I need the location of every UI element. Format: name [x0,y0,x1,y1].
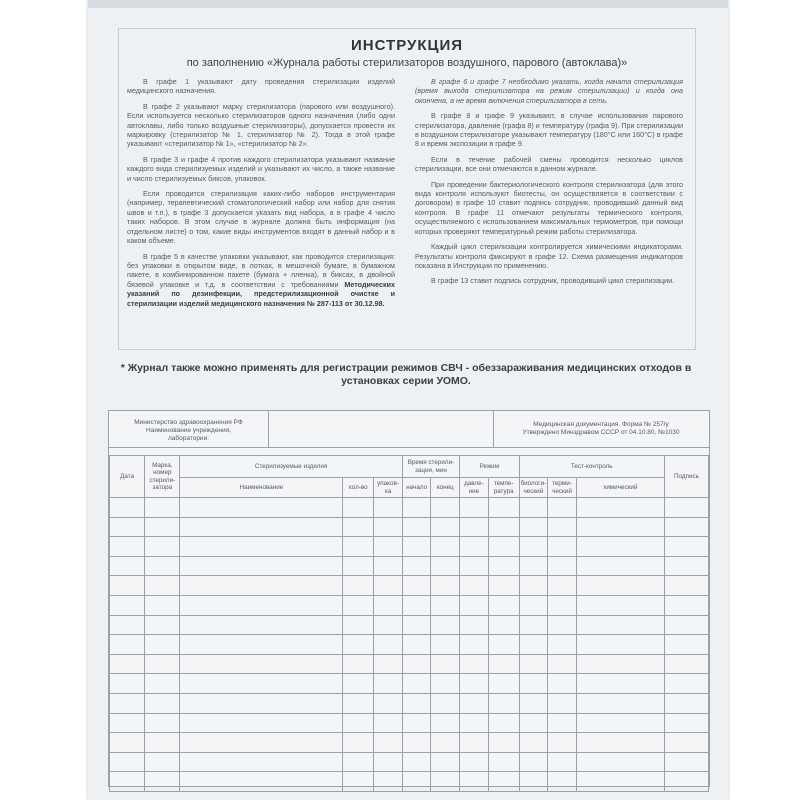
table-cell[interactable] [145,693,180,713]
column-chem: химический [576,478,664,498]
table-cell[interactable] [402,674,431,694]
table-cell[interactable] [110,537,145,557]
table-cell[interactable] [548,693,577,713]
table-cell[interactable] [664,733,708,753]
table-cell[interactable] [664,693,708,713]
table-cell[interactable] [402,615,431,635]
instruction-paragraph: В графе 2 указывают марку стерилизатора (парового или воздушного). Если используется несколько стерилизаторов одного назначения (либо одни автоклавы, либо только воздушные стерилизаторы), допускается провести их маркировку (стерилизатор № 1, стерилизатор № 2). Тогда в этой графе указывают «стерилизатор № 1», «стерилизатор № 2». [127,101,395,149]
table-cell[interactable] [576,713,664,733]
table-cell[interactable] [180,635,343,655]
table-cell[interactable] [145,733,180,753]
table-cell[interactable] [519,693,548,713]
table-cell[interactable] [110,615,145,635]
table-cell[interactable] [374,595,403,615]
table-row [110,693,709,713]
table-cell[interactable] [548,615,577,635]
table-cell[interactable] [576,693,664,713]
instruction-right-column [415,77,683,292]
column-qty: кол-во [343,478,374,498]
table-cell[interactable] [145,498,180,518]
column-temperature: темпе-ратура [488,478,519,498]
table-cell[interactable] [110,576,145,596]
table-cell[interactable] [145,635,180,655]
table-cell[interactable] [548,537,577,557]
table-cell[interactable] [664,576,708,596]
table-cell[interactable] [180,537,343,557]
table-cell[interactable] [548,772,577,792]
table-cell[interactable] [110,674,145,694]
table-cell[interactable] [343,498,374,518]
table-cell[interactable] [519,713,548,733]
approval-line: Утверждено Минздравом СССР от 04.10.80, №1030 [522,429,680,436]
table-cell[interactable] [374,674,403,694]
table-cell[interactable] [460,674,489,694]
table-cell[interactable] [664,556,708,576]
table-cell[interactable] [488,537,519,557]
footnote: * Журнал также можно применять для регистрации режимов СВЧ - обеззараживания медицинских отходов в установках серии УОМО. [120,362,692,387]
table-cell[interactable] [431,713,460,733]
table-cell[interactable] [145,713,180,733]
table-cell[interactable] [145,595,180,615]
table-cell[interactable] [374,576,403,596]
log-body [110,498,709,792]
table-cell[interactable] [488,654,519,674]
table-cell[interactable] [460,615,489,635]
column-sign: Подпись [664,456,708,498]
table-cell[interactable] [431,556,460,576]
table-cell[interactable] [343,537,374,557]
table-cell[interactable] [402,713,431,733]
table-row [110,498,709,518]
table-cell[interactable] [519,654,548,674]
table-cell[interactable] [180,674,343,694]
table-row [110,733,709,753]
table-cell[interactable] [402,517,431,537]
table-cell[interactable] [431,635,460,655]
table-cell[interactable] [343,693,374,713]
table-cell[interactable] [519,537,548,557]
table-cell[interactable] [460,595,489,615]
table-cell[interactable] [343,772,374,792]
table-cell[interactable] [374,537,403,557]
instruction-bold-reference: Методических указаний по дезинфекции, предстерилизационной очистке и стерилизации изделий медицинского назначения № 287-113 от 30.12.98. [127,279,396,308]
instruction-paragraph: Каждый цикл стерилизации контролируется химическими индикаторами. Результаты контроля фиксируют в графе 12. Схема размещения индикаторов показана в Инструкции по применению. [415,242,683,270]
table-cell[interactable] [576,772,664,792]
table-cell[interactable] [488,674,519,694]
column-test: Тест-контроль [519,456,664,478]
instruction-paragraph: В графе 1 указывают дату проведения стерилизации изделий медицинского назначения. [127,77,395,96]
table-cell[interactable] [110,752,145,772]
table-cell[interactable] [402,635,431,655]
table-cell[interactable] [431,498,460,518]
table-cell[interactable] [488,517,519,537]
table-cell[interactable] [402,556,431,576]
table-cell[interactable] [110,733,145,753]
column-mark: Марка, номер стерили-затора [145,456,180,498]
table-cell[interactable] [548,517,577,537]
instruction-block [118,28,696,350]
table-cell[interactable] [519,556,548,576]
instruction-paragraph: В графе 3 и графе 4 против каждого стерилизатора указывают название каждого вида стерилизуемых изделий и указывают их число, а также название и число стерилизуемых биксов, упаковок. [127,154,395,183]
table-cell[interactable] [519,498,548,518]
table-cell[interactable] [576,674,664,694]
ministry-line: Министерство здравоохранения РФ [134,419,243,426]
table-row [110,752,709,772]
table-row [110,595,709,615]
table-cell[interactable] [576,752,664,772]
form-header [109,411,709,448]
table-row [110,537,709,557]
table-cell[interactable] [343,556,374,576]
table-cell[interactable] [180,498,343,518]
table-cell[interactable] [402,693,431,713]
table-cell[interactable] [402,752,431,772]
table-cell[interactable] [145,556,180,576]
table-cell[interactable] [343,595,374,615]
table-cell[interactable] [576,654,664,674]
table-cell[interactable] [374,752,403,772]
laboratory-line: лаборатории: [167,435,210,442]
table-cell[interactable] [576,635,664,655]
table-cell[interactable] [460,772,489,792]
table-cell[interactable] [488,713,519,733]
table-cell[interactable] [374,693,403,713]
form-number-label [493,411,709,447]
table-cell[interactable] [548,752,577,772]
table-cell[interactable] [664,772,708,792]
table-cell[interactable] [145,517,180,537]
table-cell[interactable] [488,595,519,615]
table-cell[interactable] [519,615,548,635]
table-cell[interactable] [576,537,664,557]
table-cell[interactable] [548,635,577,655]
column-pressure: давле-ние [460,478,489,498]
table-cell[interactable] [145,772,180,792]
table-cell[interactable] [431,595,460,615]
instruction-paragraph-italic: В графе 6 и графе 7 необходимо указать, когда начата стерилизация (время выхода стерилизатора на режим стерилизации) и когда она окончена, а не время включения стерилизатора в сеть. [415,77,683,105]
table-cell[interactable] [548,595,577,615]
column-mode: Режим [460,456,519,478]
table-cell[interactable] [460,537,489,557]
table-cell[interactable] [374,654,403,674]
table-row [110,576,709,596]
table-cell[interactable] [145,576,180,596]
table-cell[interactable] [343,752,374,772]
table-cell[interactable] [519,772,548,792]
table-cell[interactable] [374,772,403,792]
institution-line: Наименование учреждения, [146,427,231,434]
table-cell[interactable] [374,635,403,655]
table-cell[interactable] [402,733,431,753]
table-cell[interactable] [374,615,403,635]
table-cell[interactable] [460,635,489,655]
instruction-subtitle: по заполнению «Журнала работы стерилизаторов воздушного, парового (автоклава)» [186,57,628,69]
table-cell[interactable] [110,517,145,537]
sterilization-log-table [109,455,709,792]
table-cell[interactable] [110,595,145,615]
column-term: терми-ческий [548,478,577,498]
table-cell[interactable] [180,576,343,596]
table-cell[interactable] [431,517,460,537]
table-cell[interactable] [519,517,548,537]
table-cell[interactable] [110,693,145,713]
table-cell[interactable] [519,674,548,694]
table-cell[interactable] [548,556,577,576]
table-cell[interactable] [374,556,403,576]
table-row [110,615,709,635]
table-cell[interactable] [402,772,431,792]
table-row [110,654,709,674]
column-pack: упаков-ка [374,478,403,498]
table-cell[interactable] [343,713,374,733]
journal-sheet [88,0,728,800]
table-cell[interactable] [576,733,664,753]
table-row [110,674,709,694]
table-cell[interactable] [548,654,577,674]
table-cell[interactable] [488,693,519,713]
instruction-text: В графе 5 в качестве упаковки указывают, как проводится стерилизация: без упаковки в открытом виде, в лотках, в мешочной бумаге, в бумажном пакете, в комбинированном пакете (бумага + пленка), в биксах, в двойной бязевой упаковке и т.д. в соответствии с требованиями [127,251,395,289]
table-cell[interactable] [664,674,708,694]
table-cell[interactable] [488,498,519,518]
table-cell[interactable] [110,772,145,792]
table-cell[interactable] [180,615,343,635]
ministry-label [109,411,269,447]
table-cell[interactable] [402,537,431,557]
table-cell[interactable] [431,772,460,792]
table-cell[interactable] [110,713,145,733]
table-cell[interactable] [460,654,489,674]
table-cell[interactable] [343,674,374,694]
table-cell[interactable] [488,576,519,596]
table-cell[interactable] [145,674,180,694]
instruction-paragraph: В графе 13 ставит подпись сотрудник, проводивший цикл стерилизации. [431,276,675,286]
table-cell[interactable] [145,615,180,635]
table-cell[interactable] [110,498,145,518]
table-cell[interactable] [460,556,489,576]
table-cell[interactable] [431,576,460,596]
table-cell[interactable] [460,752,489,772]
table-cell[interactable] [519,595,548,615]
table-cell[interactable] [343,654,374,674]
table-cell[interactable] [110,556,145,576]
table-cell[interactable] [145,654,180,674]
table-cell[interactable] [180,693,343,713]
table-cell[interactable] [548,713,577,733]
table-cell[interactable] [576,615,664,635]
table-cell[interactable] [460,733,489,753]
column-name: Наименование [180,478,343,498]
table-cell[interactable] [431,752,460,772]
table-cell[interactable] [664,615,708,635]
table-cell[interactable] [402,498,431,518]
instruction-paragraph: Если в течение рабочей смены проводится несколько циклов стерилизации, все они отмечаются в данном журнале. [415,154,683,174]
top-rule [88,0,728,8]
table-cell[interactable] [180,556,343,576]
table-cell[interactable] [548,576,577,596]
table-cell[interactable] [180,772,343,792]
table-cell[interactable] [431,693,460,713]
table-cell[interactable] [488,615,519,635]
table-cell[interactable] [548,498,577,518]
table-cell[interactable] [548,733,577,753]
table-cell[interactable] [664,498,708,518]
table-cell[interactable] [664,654,708,674]
table-cell[interactable] [460,713,489,733]
column-start: начало [402,478,431,498]
table-cell[interactable] [431,615,460,635]
table-cell[interactable] [519,576,548,596]
table-cell[interactable] [374,517,403,537]
table-cell[interactable] [488,635,519,655]
table-cell[interactable] [431,674,460,694]
instruction-left-column [127,77,395,314]
column-end: конец [431,478,460,498]
table-row [110,556,709,576]
table-cell[interactable] [519,733,548,753]
table-cell[interactable] [576,498,664,518]
journal-form [108,410,710,787]
table-cell[interactable] [180,595,343,615]
institution-name-field[interactable] [269,411,494,447]
column-bio: биологи-ческий [519,478,548,498]
instruction-title: ИНСТРУКЦИЯ [350,37,464,54]
table-cell[interactable] [488,752,519,772]
table-cell[interactable] [460,498,489,518]
table-cell[interactable] [460,576,489,596]
table-cell[interactable] [664,537,708,557]
instruction-paragraph: При проведении бактериологического контроля стерилизатора (для этого вида контроля используют биотесты, он осуществляется в соответствии с договором) в графе 10 ставит подпись сотрудник, проводивший данный вид контроля. В графе 11 отмечают результаты термического контроля, осуществляемого с использованием максимальных термометров, при помощи которых проверяют температурный режим работы стерилизатора. [415,179,683,236]
instruction-paragraph: Если проводится стерилизация каких-либо наборов инструментария (например, терапевтический стоматологический набор или набор для снятия швов и т.п.), в графе 3 допускается указать вид набора, а в графе 4 число таких наборов. В этом случае в журнале должна быть информация (на отдельном листе) о том, какие виды инструментов входят в данный набор и в каком объеме. [127,189,395,246]
table-cell[interactable] [431,537,460,557]
table-cell[interactable] [402,576,431,596]
table-row [110,772,709,792]
table-cell[interactable] [374,498,403,518]
table-cell[interactable] [576,556,664,576]
table-cell[interactable] [180,713,343,733]
table-row [110,635,709,655]
table-cell[interactable] [519,635,548,655]
table-cell[interactable] [664,517,708,537]
table-cell[interactable] [145,752,180,772]
table-cell[interactable] [576,595,664,615]
table-cell[interactable] [343,576,374,596]
table-cell[interactable] [664,635,708,655]
table-cell[interactable] [460,693,489,713]
table-cell[interactable] [180,517,343,537]
table-cell[interactable] [664,752,708,772]
table-cell[interactable] [548,674,577,694]
table-cell[interactable] [343,615,374,635]
table-cell[interactable] [664,595,708,615]
table-cell[interactable] [343,635,374,655]
instruction-paragraph: В графе 8 и графе 9 указывают, в случае использования парового стерилизатора, давление (графа 8) и температуру (графа 9). При стерилизации в воздушном стерилизаторе указывают температуру (180°С или 160°С) в графе 8 и время экспозиции в графе 9. [415,111,683,149]
table-cell[interactable] [180,733,343,753]
table-cell[interactable] [343,517,374,537]
table-cell[interactable] [402,654,431,674]
table-cell[interactable] [402,595,431,615]
table-cell[interactable] [374,733,403,753]
table-cell[interactable] [343,733,374,753]
table-cell[interactable] [180,752,343,772]
column-time: Время стерили-зации, мин [402,456,459,478]
table-cell[interactable] [488,733,519,753]
table-cell[interactable] [110,654,145,674]
table-row [110,517,709,537]
form-number-line: Медицинская документация. Форма № 257/у [533,421,669,428]
table-cell[interactable] [431,654,460,674]
instruction-paragraph [127,252,395,308]
table-cell[interactable] [374,713,403,733]
table-cell[interactable] [145,537,180,557]
table-cell[interactable] [488,772,519,792]
table-cell[interactable] [576,517,664,537]
table-cell[interactable] [431,733,460,753]
table-cell[interactable] [519,752,548,772]
table-cell[interactable] [576,576,664,596]
table-cell[interactable] [664,713,708,733]
table-cell[interactable] [460,517,489,537]
column-items: Стерилизуемые изделия [180,456,402,478]
table-row [110,713,709,733]
table-cell[interactable] [110,635,145,655]
column-date: Дата [110,456,145,498]
table-cell[interactable] [488,556,519,576]
table-cell[interactable] [180,654,343,674]
